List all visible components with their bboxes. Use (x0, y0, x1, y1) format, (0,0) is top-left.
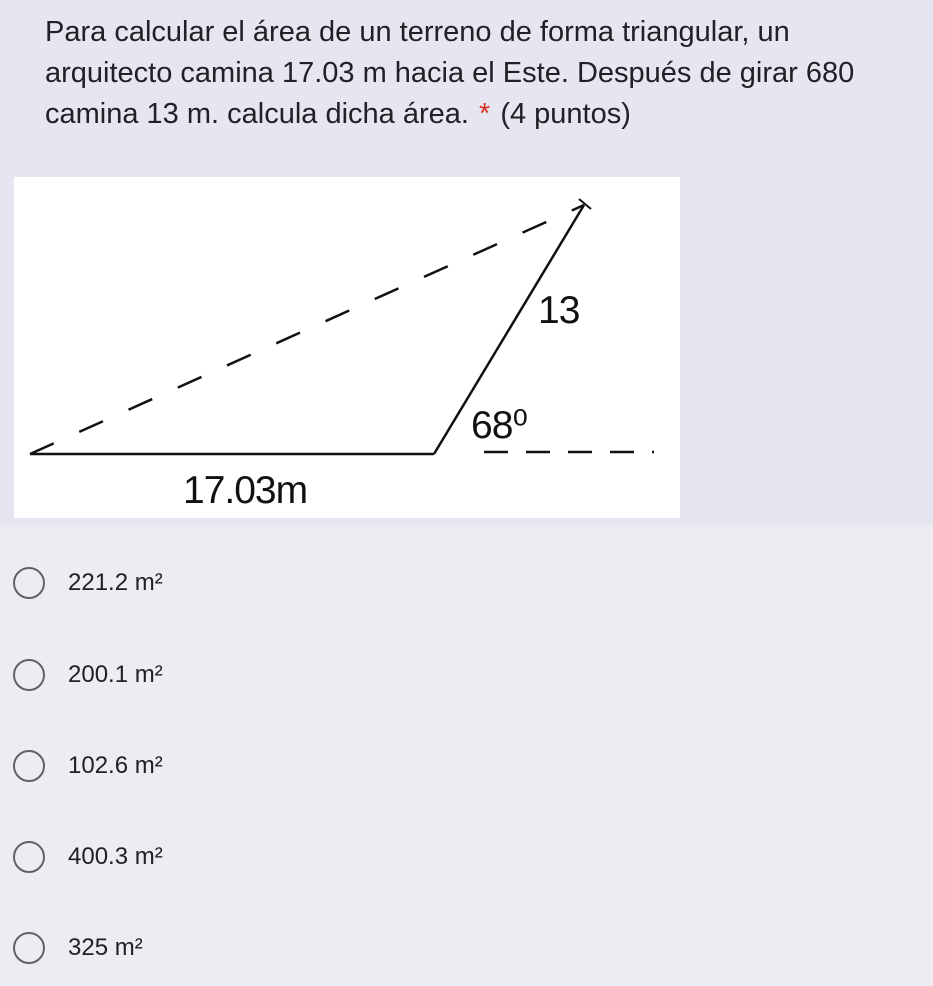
angle-label: 68⁰ (471, 404, 528, 447)
triangle-diagram (14, 177, 680, 518)
base-length-label: 17.03m (183, 469, 308, 512)
question-title (45, 12, 895, 135)
radio-button[interactable] (13, 659, 45, 691)
radio-button[interactable] (13, 841, 45, 873)
option-3[interactable] (0, 736, 600, 796)
option-label[interactable]: 221.2 m² (68, 569, 163, 596)
option-5[interactable] (0, 918, 600, 978)
radio-button[interactable] (13, 932, 45, 964)
triangle-figure (14, 177, 680, 518)
question-text: Para calcular el área de un terreno de forma triangular, un arquitecto camina 17.03 m hacia el Este. Después de girar 680 camina 13 m. calcula dicha área. (45, 16, 855, 130)
side-length-label: 13 (538, 289, 580, 332)
option-4[interactable] (0, 827, 600, 887)
option-label[interactable]: 325 m² (68, 934, 143, 961)
radio-button[interactable] (13, 567, 45, 599)
required-star: * (479, 98, 491, 130)
radio-button[interactable] (13, 750, 45, 782)
points-label: (4 puntos) (500, 98, 631, 130)
option-1[interactable] (0, 553, 600, 613)
option-label[interactable]: 400.3 m² (68, 843, 163, 870)
option-2[interactable] (0, 645, 600, 705)
option-label[interactable]: 102.6 m² (68, 752, 163, 779)
option-label[interactable]: 200.1 m² (68, 661, 163, 688)
